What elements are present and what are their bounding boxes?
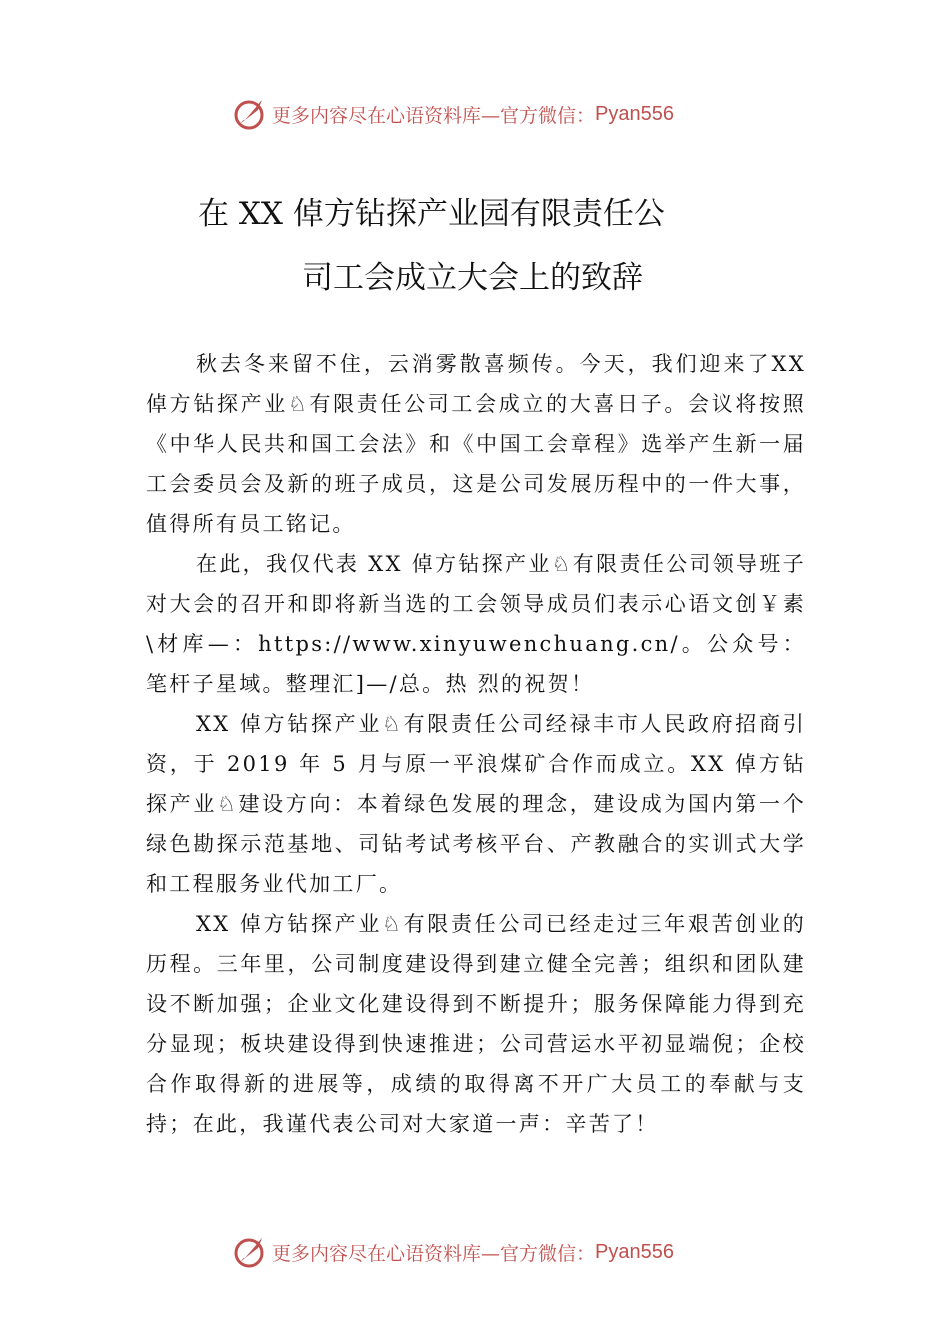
footer-wechat-label: 官方微信： bbox=[500, 1242, 596, 1265]
header-banner bbox=[232, 94, 674, 134]
footer-wechat-id: Pyan556 bbox=[595, 1240, 674, 1263]
banner-text: 更多内容尽在心语资料库— bbox=[272, 104, 501, 127]
page-title-line-1: 在 XX 倬方钻探产业园有限责任公 bbox=[198, 196, 665, 232]
paragraph: XX 倬方钻探产业♘有限责任公司经禄丰市人民政府招商引资，于 2019 年 5 月与原一平浪煤矿合作而成立。XX 倬方钻探产业♘建设方向：本着绿色发展的理念，建设成为国内第一个绿色勘探示范基地、司钻考试考核平台、产教融合的实训式大学和工程服务业代加工厂。 bbox=[146, 712, 806, 896]
quill-logo-icon bbox=[232, 1234, 268, 1270]
paragraph: XX 倬方钻探产业♘有限责任公司已经走过三年艰苦创业的历程。三年里，公司制度建设得到建立健全完善；组织和团队建设不断加强；企业文化建设得到不断提升；服务保障能力得到充分显现；板块建设得到快速推进；公司营运水平初显端倪；企校合作取得新的进展等，成绩的取得离不开广大员工的奉献与支持；在此，我谨代表公司对大家道一声：辛苦了！ bbox=[146, 912, 806, 1136]
speech-body bbox=[146, 344, 806, 1144]
banner-wechat-label: 官方微信： bbox=[500, 104, 596, 127]
page-title-line-2: 司工会成立大会上的致辞 bbox=[302, 260, 643, 296]
footer-banner bbox=[232, 1232, 674, 1272]
footer-banner-text: 更多内容尽在心语资料库— bbox=[272, 1242, 501, 1265]
quill-logo-icon bbox=[232, 96, 268, 132]
paragraph: 秋去冬来留不住，云消雾散喜频传。今天，我们迎来了XX 倬方钻探产业♘有限责任公司工会成立的大喜日子。会议将按照《中华人民共和国工会法》和《中国工会章程》选举产生新一届工会委员会及新的班子成员，这是公司发展历程中的一件大事，值得所有员工铭记。 bbox=[146, 352, 806, 536]
paragraph: 在此，我仅代表 XX 倬方钻探产业♘有限责任公司领导班子对大会的召开和即将新当选的工会领导成员们表示心语文创￥素\材库—：https://www.xinyuwenchuang.cn/。公众号：笔杆子星域。整理汇]—/总。热 烈的祝贺！ bbox=[146, 552, 806, 696]
banner-wechat-id: Pyan556 bbox=[595, 102, 674, 125]
